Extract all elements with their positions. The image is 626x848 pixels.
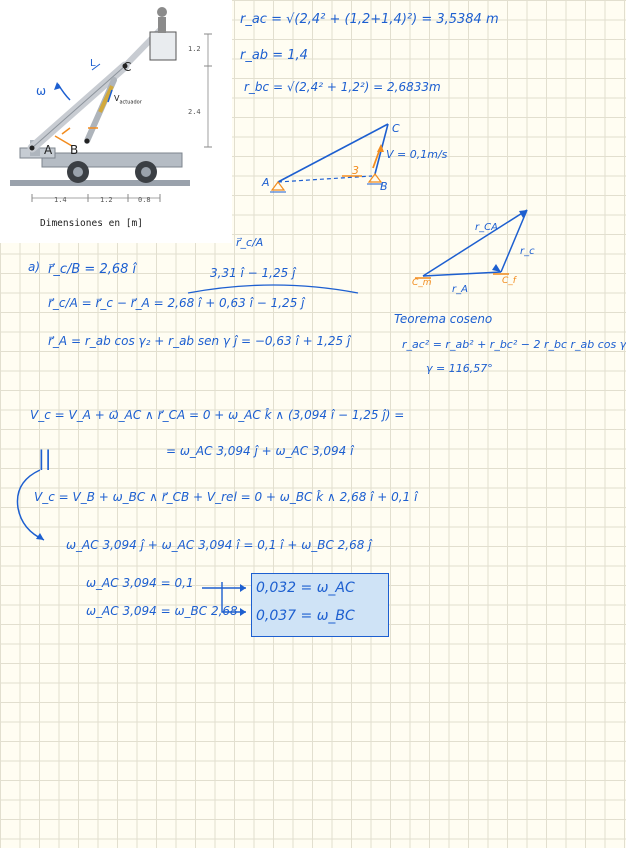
omega-ac-result: 0,032 = ω_AC bbox=[256, 580, 355, 596]
triangle-rc-label: r_c bbox=[520, 246, 535, 257]
triangle-ra-label: r_A bbox=[452, 284, 468, 295]
rca-top-label: r⃗_c/A bbox=[236, 236, 264, 249]
actuator-label: $V_{actuador}$ bbox=[114, 94, 142, 106]
dim-1-2-bottom: 1.2 bbox=[100, 196, 113, 204]
point-b-label: B bbox=[70, 143, 79, 157]
theorem-title: Teorema coseno bbox=[394, 312, 493, 326]
system-equation-1: ω_AC 3,094 = 0,1 bbox=[86, 576, 194, 590]
triangle-cm-label: C_m bbox=[412, 278, 432, 288]
vc-equation-1: V_c = V_A + ω⃗_AC ∧ r⃗_CA = 0 + ω_AC k̂ ∧ (3,094 î − 1,25 ĵ) = bbox=[30, 408, 405, 422]
point-c-label: C bbox=[123, 60, 132, 74]
dim-0-8: 0.8 bbox=[138, 196, 151, 204]
rab-value: r_ab = 1,4 bbox=[240, 48, 308, 63]
diagram-a-label: A bbox=[262, 176, 270, 189]
boom-length-label: L bbox=[90, 58, 96, 69]
point-a-label: A bbox=[44, 143, 53, 157]
triangle-cf-label: C_f bbox=[502, 276, 516, 286]
diagram-beta-label: 3 bbox=[352, 164, 359, 177]
velocity-triangle bbox=[415, 200, 555, 290]
diagram-b-label: B bbox=[380, 180, 388, 193]
dim-1-2: 1.2 bbox=[188, 45, 201, 53]
diagram-c-label: C bbox=[392, 122, 400, 135]
rca-line: r⃗_c/A = r⃗_c − r⃗_A = 2,68 î + 0,63 î − 1,25 ĵ bbox=[48, 296, 305, 310]
diagram-velocity-label: V = 0,1m/s bbox=[386, 148, 448, 161]
triangle-rca-label: r_CA bbox=[475, 222, 498, 233]
rcb-line: r⃗_c/B = 2,68 î bbox=[48, 262, 137, 277]
dimensions-caption: Dimensiones en [m] bbox=[40, 218, 143, 229]
cosine-law: r_ac² = r_ab² + r_bc² − 2 r_bc r_ab cos γ bbox=[402, 338, 626, 351]
system-equation-2: ω_AC 3,094 = ω_BC 2,68 bbox=[86, 604, 238, 618]
omega-label: ω bbox=[36, 84, 47, 98]
rac-formula: r_ac = √(2,4² + (1,2+1,4)²) = 3,5384 m bbox=[240, 12, 499, 27]
parallel-mark: || bbox=[38, 446, 52, 470]
rca-brace bbox=[186, 283, 361, 295]
combined-equation: ω_AC 3,094 ĵ + ω_AC 3,094 î = 0,1 î + ω_BC 2,68 ĵ bbox=[66, 538, 372, 552]
dim-1-4: 1.4 bbox=[54, 196, 67, 204]
gamma-value: γ = 116,57° bbox=[426, 362, 493, 375]
vc-equation-1b: = ω_AC 3,094 ĵ + ω_AC 3,094 î bbox=[166, 444, 354, 458]
part-a-label: a) bbox=[28, 260, 41, 274]
rbc-formula: r_bc = √(2,4² + 1,2²) = 2,6833m bbox=[244, 80, 441, 94]
vc-equation-2: V_c = V_B + ω_BC ∧ r⃗_CB + V_rel = 0 + ω_BC k̂ ∧ 2,68 î + 0,1 î bbox=[34, 490, 418, 504]
ra-line: r⃗_A = r_ab cos γ₂ + r_ab sen γ ĵ = −0,63 î + 1,25 ĵ bbox=[48, 334, 351, 348]
equality-bracket bbox=[8, 468, 50, 548]
aerial-lift-drawing bbox=[0, 0, 232, 243]
system-arrows bbox=[198, 574, 254, 618]
rca-expression: 3,31 î − 1,25 ĵ bbox=[210, 266, 296, 280]
omega-bc-result: 0,037 = ω_BC bbox=[256, 608, 355, 624]
dim-2-4: 2.4 bbox=[188, 108, 201, 116]
lift-figure bbox=[0, 0, 232, 243]
